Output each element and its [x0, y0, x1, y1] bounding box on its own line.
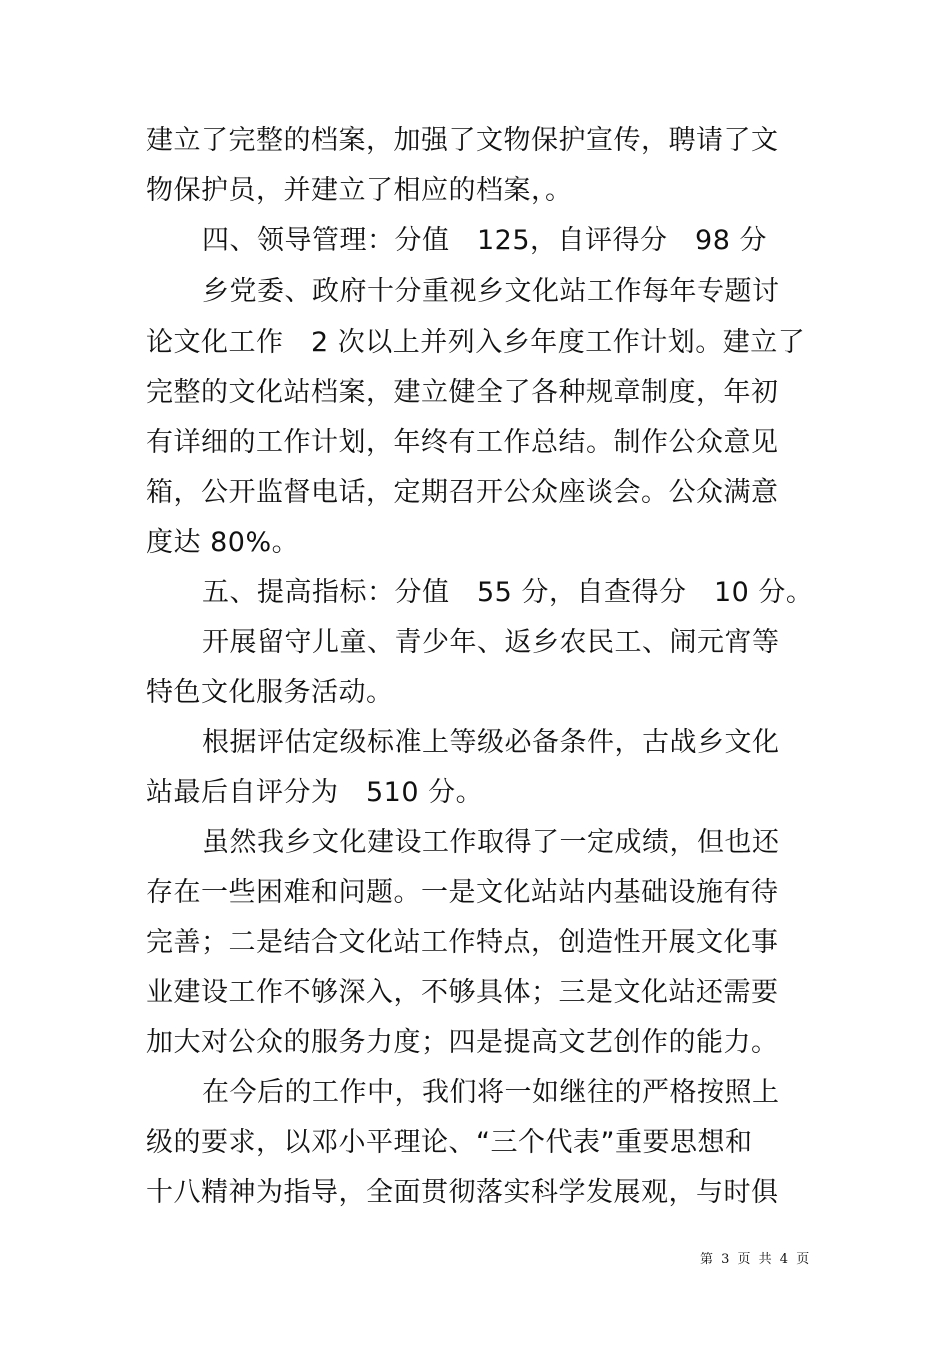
text-line: 箱，公开监督电话，定期召开公众座谈会。公众满意 [146, 477, 779, 508]
text-line: 在今后的工作中，我们将一如继往的严格按照上 [202, 1077, 780, 1108]
section-heading-leadership: 四、领导管理：分值 125，自评得分 98 分 [202, 225, 767, 256]
text-line: 特色文化服务活动。 [146, 677, 394, 708]
text-line: 站最后自评分为 510 分。 [146, 777, 484, 808]
text-line: 存在一些困难和问题。一是文化站站内基础设施有待 [146, 877, 779, 908]
text-line: 论文化工作 2 次以上并列入乡年度工作计划。建立了 [146, 327, 806, 358]
text-line: 级的要求，以邓小平理论、“三个代表”重要思想和 [146, 1127, 753, 1158]
text-line: 加大对公众的服务力度；四是提高文艺创作的能力。 [146, 1027, 779, 1058]
text-line: 开展留守儿童、青少年、返乡农民工、闹元宵等 [202, 627, 780, 658]
text-line: 度达 80%。 [146, 527, 300, 558]
text-line: 根据评估定级标准上等级必备条件，古战乡文化 [202, 727, 780, 758]
text-line: 完整的文化站档案，建立健全了各种规章制度，年初 [146, 377, 779, 408]
text-line: 完善；二是结合文化站工作特点，创造性开展文化事 [146, 927, 779, 958]
text-line: 十八精神为指导，全面贯彻落实科学发展观，与时俱 [146, 1177, 779, 1208]
text-line: 有详细的工作计划，年终有工作总结。制作公众意见 [146, 427, 779, 458]
section-heading-improvement: 五、提高指标：分值 55 分，自查得分 10 分。 [202, 577, 814, 608]
text-line: 乡党委、政府十分重视乡文化站工作每年专题讨 [202, 276, 780, 307]
text-line: 虽然我乡文化建设工作取得了一定成绩，但也还 [202, 827, 780, 858]
text-line: 业建设工作不够深入，不够具体；三是文化站还需要 [146, 977, 779, 1008]
page-number: 第 3 页 共 4 页 [700, 1252, 812, 1267]
text-line: 建立了完整的档案，加强了文物保护宣传，聘请了文 [146, 125, 779, 156]
text-line: 物保护员，并建立了相应的档案，。 [146, 175, 573, 206]
